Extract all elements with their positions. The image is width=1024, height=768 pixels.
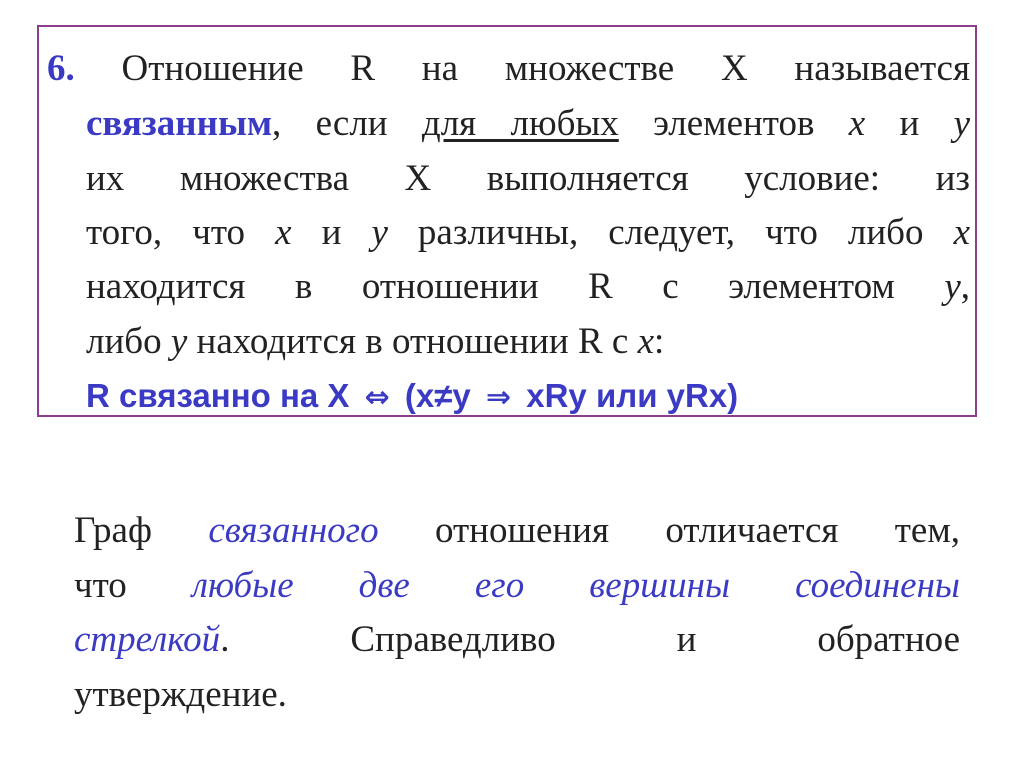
formula-y: y [452,377,471,414]
formula-right: xRy или yRx) [526,377,739,414]
not-equal-sign: ≠ [434,377,453,414]
definition-text: , если [272,103,422,144]
term-connected-italic: связанного [208,510,379,551]
definition-formula [86,374,970,420]
graph-text: что [74,565,192,606]
definition-text: либо [86,321,171,362]
definition-line-6 [86,320,970,364]
any-two-vertices-phrase: любые две его вершины соединены [191,565,960,606]
definition-line-5 [86,265,970,309]
definition-line-2 [86,102,970,146]
graph-line-3 [74,618,960,662]
definition-line-4 [86,211,970,255]
definition-line-3 [86,157,970,201]
definition-text: и [865,103,954,144]
variable-x: x [637,321,655,362]
definition-text: находится в отношении R с [187,321,638,362]
definition-text: и [291,212,372,253]
definition-line-1 [47,47,970,91]
term-connected: связанным [86,103,273,144]
graph-text: утверждение. [74,674,287,715]
graph-text: отношения отличается тем, [378,510,960,551]
graph-text: . Справедливо и обратное [220,619,960,660]
variable-x: x [848,103,866,144]
definition-text: различны, следует, что либо [387,212,954,253]
variable-x: x [953,212,970,253]
formula-mid: (x [404,377,435,414]
variable-x: x [275,212,292,253]
definition-text: , [960,266,970,307]
variable-y: y [953,103,970,144]
definition-number: 6. [47,48,75,89]
underlined-for-any: для любых [421,103,619,144]
variable-y: y [170,321,188,362]
graph-text: Граф [74,510,209,551]
definition-text: Отношение R на множестве X называется [121,48,971,89]
definition-text: их множества X выполняется условие: из [86,158,970,199]
graph-line-4 [74,673,960,717]
definition-text: : [654,321,665,362]
arrow-word: стрелкой [74,619,221,660]
implication-arrow-icon: ⇒ [485,380,512,415]
graph-line-2 [74,564,960,608]
equivalence-arrow-icon: ⇔ [364,380,390,415]
definition-text: элементов [618,103,849,144]
graph-line-1 [74,509,960,553]
formula-left: R связанно на X [86,377,350,414]
variable-y: y [371,212,388,253]
definition-text: того, что [86,212,276,253]
definition-text: находится в отношении R с элементом [86,266,945,307]
definition-box [37,25,977,417]
variable-y: y [944,266,961,307]
